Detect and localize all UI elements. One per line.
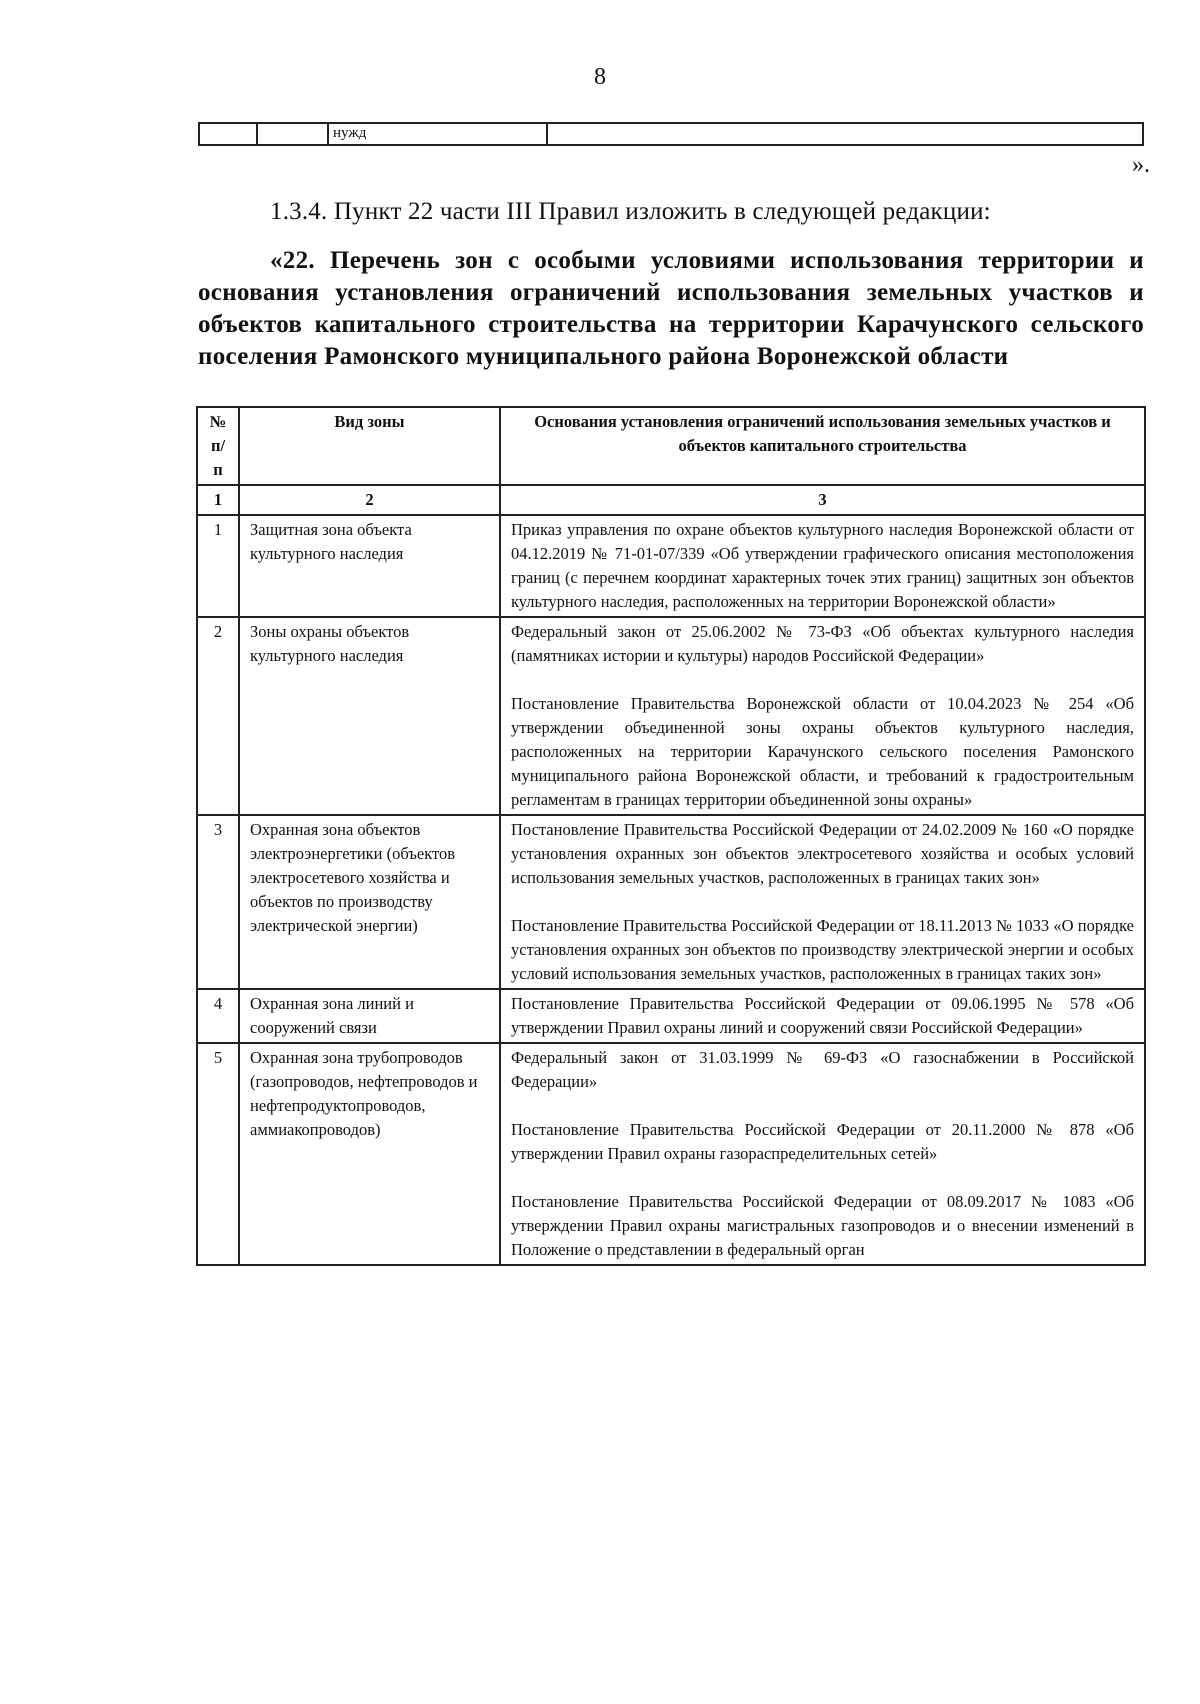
table-cell: нужд [328, 123, 547, 145]
row-number: 5 [197, 1043, 239, 1265]
row-number: 4 [197, 989, 239, 1043]
heading-rest: территории и основания установления ограничений использования земельных участков и объектов капитального строительства на территории Карачунского сельского поселения Рамонского муниципального района Воронежской области [198, 247, 1144, 370]
basis-cell [500, 1043, 1145, 1265]
basis-document: Приказ управления по охране объектов культурного наследия Воронежской области от 04.12.2019 № 71-01-07/339 «Об утверждении графического описания местоположения границ (с перечнем координат характерных точек этих границ) защитных зон объектов культурного наследия, расположенных на территории Воронежской области» [511, 520, 1134, 611]
basis-cell [500, 815, 1145, 989]
table-row [197, 815, 1145, 989]
page-number: 8 [594, 64, 606, 90]
row-number: 2 [197, 617, 239, 815]
table-cell [199, 123, 257, 145]
row-number: 3 [197, 815, 239, 989]
table-cell [547, 123, 1143, 145]
header-number: № п/п [197, 407, 239, 485]
zone-type: Охранная зона трубопроводов (газопроводов, нефтепроводов и нефтепродуктопроводов, аммиакопроводов) [239, 1043, 500, 1265]
row-number: 1 [197, 515, 239, 617]
basis-document: Постановление Правительства Российской Федерации от 09.06.1995 № 578 «Об утверждении Правил охраны линий и сооружений связи Российской Федерации» [511, 994, 1134, 1037]
basis-cell [500, 617, 1145, 815]
index-cell: 2 [239, 485, 500, 515]
basis-document: Федеральный закон от 25.06.2002 № 73-ФЗ «Об объектах культурного наследия (памятниках истории и культуры) народов Российской Федерации» [511, 622, 1134, 665]
basis-document: Постановление Правительства Воронежской области от 10.04.2023 № 254 «Об утверждении объединенной зоны охраны объектов культурного наследия, расположенных на территории Карачунского сельского поселения Рамонского муниципального района Воронежской области, и требований к градостроительным регламентам в границах территории объединенной зоны охраны» [511, 694, 1134, 809]
basis-cell [500, 989, 1145, 1043]
basis-document: Федеральный закон от 31.03.1999 № 69-ФЗ «О газоснабжении в Российской Федерации» [511, 1048, 1134, 1091]
header-basis: Основания установления ограничений использования земельных участков и объектов капитального строительства [500, 407, 1145, 485]
table-header-row [197, 407, 1145, 485]
index-cell: 1 [197, 485, 239, 515]
index-cell: 3 [500, 485, 1145, 515]
table-index-row [197, 485, 1145, 515]
basis-document: Постановление Правительства Российской Федерации от 20.11.2000 № 878 «Об утверждении Правил охраны газораспределительных сетей» [511, 1120, 1134, 1163]
header-zone-type: Вид зоны [239, 407, 500, 485]
zone-type: Охранная зона линий и сооружений связи [239, 989, 500, 1043]
previous-table-fragment [198, 122, 1144, 146]
table-row [197, 1043, 1145, 1265]
section-heading [198, 245, 1144, 373]
amendment-paragraph: 1.3.4. Пункт 22 части III Правил изложить в следующей редакции: [270, 198, 991, 225]
table-row [197, 989, 1145, 1043]
table-cell [257, 123, 328, 145]
basis-document: Постановление Правительства Российской Федерации от 24.02.2009 № 160 «О порядке установления охранных зон объектов электросетевого хозяйства и особых условий использования земельных участков, расположенных в границах таких зон» [511, 820, 1134, 887]
zone-type: Защитная зона объекта культурного наследия [239, 515, 500, 617]
table-row [199, 123, 1143, 145]
basis-cell [500, 515, 1145, 617]
zones-table [196, 406, 1146, 1266]
zone-type: Зоны охраны объектов культурного наследия [239, 617, 500, 815]
basis-document: Постановление Правительства Российской Федерации от 08.09.2017 № 1083 «Об утверждении Правил охраны магистральных газопроводов и о внесении изменений в Положение о представлении в федеральный орган [511, 1192, 1134, 1259]
table-row [197, 617, 1145, 815]
zone-type: Охранная зона объектов электроэнергетики (объектов электросетевого хозяйства и объектов по производству электрической энергии) [239, 815, 500, 989]
basis-document: Постановление Правительства Российской Федерации от 18.11.2013 № 1033 «О порядке установления охранных зон объектов по производству электрической энергии и особых условий использования земельных участков, расположенных в границах таких зон» [511, 916, 1134, 983]
closing-quote: ». [1132, 152, 1150, 178]
heading-line-1: «22. Перечень зон с особыми условиями использования [270, 247, 964, 274]
table-row [197, 515, 1145, 617]
